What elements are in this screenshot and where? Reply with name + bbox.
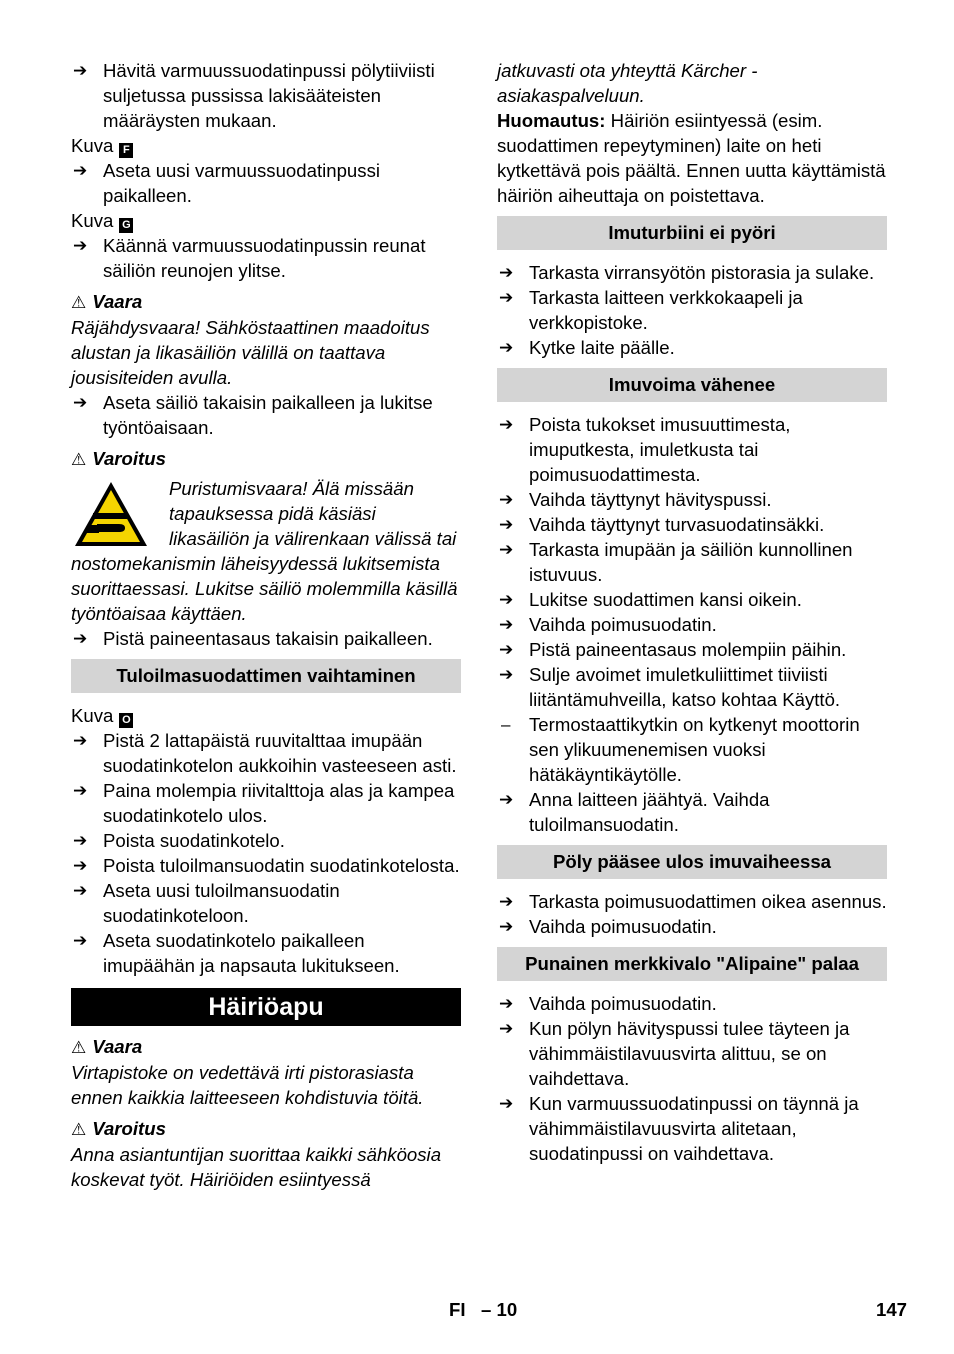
list-item: ➔ Pistä 2 lattapäistä ruuvitalttaa imupään suodatinkotelon aukkoihin vasteeseen asti. [73,730,457,776]
figure-letter: O [119,713,133,728]
list-item: ➔ Poista tukokset imusuuttimesta, imuputkesta, imuletkusta tai poimusuodattimesta. [499,414,791,485]
arrow-icon: ➔ [499,640,514,659]
warning-triangle-icon: ⚠ [71,1120,87,1139]
section-heading: Punainen merkkivalo "Alipaine" palaa [497,947,887,981]
danger-text: Räjähdysvaara! Sähköstaattinen maadoitus alustan ja likasäiliön välillä on taattava jousisiteiden avulla. [71,317,430,388]
list-item: – Termostaattikytkin on kytkenyt moottorin sen ylikuumenemisen vuoksi hätäkäyntikäytölle. [501,714,860,785]
warning-text-block: Puristumisvaara! Älä missään tapauksessa pidä käsiäsi likasäiliön ja välirenkaan välissä tai nostomekanismin läheisyydessä lukitsemista suorittaessasi. Lukitse säiliö molemmilla käsillä työntöaisaa käyttäen. [71,478,458,624]
arrow-icon: ➔ [499,288,514,307]
list-item: ➔ Vaihda poimusuodatin. [499,993,717,1014]
list-item: ➔ Aseta suodatinkotelo paikalleen imupäähän ja napsauta lukitukseen. [73,930,400,976]
list-item: ➔ Tarkasta poimusuodattimen oikea asennus. [499,891,887,912]
footer-section-page: – 10 [481,1299,518,1320]
list-item: ➔ Aseta uusi varmuussuodatinpussi paikalleen. [73,160,380,206]
arrow-icon: ➔ [499,540,514,559]
figure-ref: Kuva F [71,133,461,158]
arrow-icon: ➔ [499,263,514,282]
continued-text: jatkuvasti ota yhteyttä Kärcher -asiakaspalveluun. [497,60,758,106]
list-item: ➔ Sulje avoimet imuletkuliittimet tiiviisti liitäntämuhveilla, katso kohtaa Käyttö. [499,664,841,710]
arrow-icon: ➔ [73,781,88,800]
section-heading: Imuvoima vähenee [497,368,887,402]
figure-ref: Kuva G [71,208,461,233]
list-item: ➔ Hävitä varmuussuodatinpussi pölytiiviisti suljetussa pussissa lakisääteisten määräysten mukaan. [73,60,435,131]
arrow-icon: ➔ [73,931,88,950]
list-item: ➔ Poista suodatinkotelo. [73,830,285,851]
chapter-heading: Häiriöapu [71,988,461,1026]
arrow-icon: ➔ [499,1019,514,1038]
list-item: ➔ Paina molempia riivitalttoja alas ja kampea suodatinkotelo ulos. [73,780,455,826]
arrow-icon: ➔ [73,856,88,875]
arrow-icon: ➔ [73,731,88,750]
arrow-icon: ➔ [499,892,514,911]
list-item: ➔ Vaihda täyttynyt hävityspussi. [499,489,772,510]
list-item: ➔ Vaihda täyttynyt turvasuodatinsäkki. [499,514,825,535]
danger-heading: ⚠ Vaara [71,1036,143,1057]
warning-heading: ⚠ Varoitus [71,448,166,469]
list-item: ➔ Vaihda poimusuodatin. [499,614,717,635]
section-heading: Pöly pääsee ulos imuvaiheessa [497,845,887,879]
arrow-icon: ➔ [73,831,88,850]
arrow-icon: ➔ [499,590,514,609]
arrow-icon: ➔ [73,161,88,180]
section-heading: Imuturbiini ei pyöri [497,216,887,250]
list-item: ➔ Kytke laite päälle. [499,337,675,358]
warning-triangle-icon: ⚠ [71,1038,87,1057]
list-item: ➔ Vaihda poimusuodatin. [499,916,717,937]
arrow-icon: ➔ [499,1094,514,1113]
list-item: ➔ Tarkasta imupään ja säiliön kunnollinen istuvuus. [499,539,853,585]
arrow-icon: ➔ [499,615,514,634]
figure-letter: F [119,143,133,158]
list-item: ➔ Poista tuloilmansuodatin suodatinkotelosta. [73,855,460,876]
right-column [497,58,887,1166]
list-item: ➔ Pistä paineentasaus molempiin päihin. [499,639,847,660]
danger-text: Virtapistoke on vedettävä irti pistorasiasta ennen kaikkia laitteeseen kohdistuvia töitä. [71,1062,424,1108]
list-item: ➔ Käännä varmuussuodatinpussin reunat säiliön reunojen ylitse. [73,235,426,281]
list-item: ➔ Tarkasta laitteen verkkokaapeli ja verkkopistoke. [499,287,803,333]
list-item: ➔ Lukitse suodattimen kansi oikein. [499,589,802,610]
arrow-icon: ➔ [499,665,514,684]
arrow-icon: ➔ [499,790,514,809]
list-item: ➔ Aseta uusi tuloilmansuodatin suodatinkoteloon. [73,880,340,926]
list-item: ➔ Anna laitteen jäähtyä. Vaihda tuloilmansuodatin. [499,789,770,835]
list-item: ➔ Aseta säiliö takaisin paikalleen ja lukitse työntöaisaan. [73,392,433,438]
arrow-icon: ➔ [499,515,514,534]
list-item: ➔ Kun pölyn hävityspussi tulee täyteen ja vähimmäistilavuusvirta alittuu, se on vaihdettava. [499,1018,850,1089]
arrow-icon: ➔ [499,338,514,357]
arrow-icon: ➔ [499,490,514,509]
arrow-icon: ➔ [499,994,514,1013]
arrow-icon: ➔ [73,629,88,648]
arrow-icon: ➔ [499,917,514,936]
arrow-icon: ➔ [73,881,88,900]
warning-text: Anna asiantuntijan suorittaa kaikki sähköosia koskevat työt. Häiriöiden esiintyessä [71,1144,442,1190]
footer-language: FI [449,1299,466,1320]
page-number: 147 [876,1299,908,1320]
list-item: ➔ Kun varmuussuodatinpussi on täynnä ja vähimmäistilavuusvirta alitetaan, suodatinpussi on vaihdettava. [499,1093,859,1164]
figure-letter: G [119,218,133,233]
arrow-icon: ➔ [499,415,514,434]
warning-triangle-icon: ⚠ [71,450,87,469]
danger-heading: ⚠ Vaara [71,291,143,312]
left-column [71,58,461,1192]
arrow-icon: ➔ [73,236,88,255]
list-item: ➔ Pistä paineentasaus takaisin paikalleen. [73,628,433,649]
note: Huomautus: Häiriön esiintyessä (esim. suodattimen repeytyminen) laite on heti kytkettävä pois päältä. Ennen uutta käyttämistä häiriön aiheuttaja on poistettava. [497,110,886,206]
warning-heading: ⚠ Varoitus [71,1118,166,1139]
section-heading: Tuloilmasuodattimen vaihtaminen [71,659,461,693]
hand-crush-warning-icon [73,480,149,548]
warning-triangle-icon: ⚠ [71,293,87,312]
arrow-icon: ➔ [73,393,88,412]
arrow-icon: ➔ [73,61,88,80]
note-label: Huomautus: [497,110,606,131]
figure-ref: Kuva O [71,703,461,728]
dash-icon: – [501,715,511,734]
list-item: ➔ Tarkasta virransyötön pistorasia ja sulake. [499,262,875,283]
